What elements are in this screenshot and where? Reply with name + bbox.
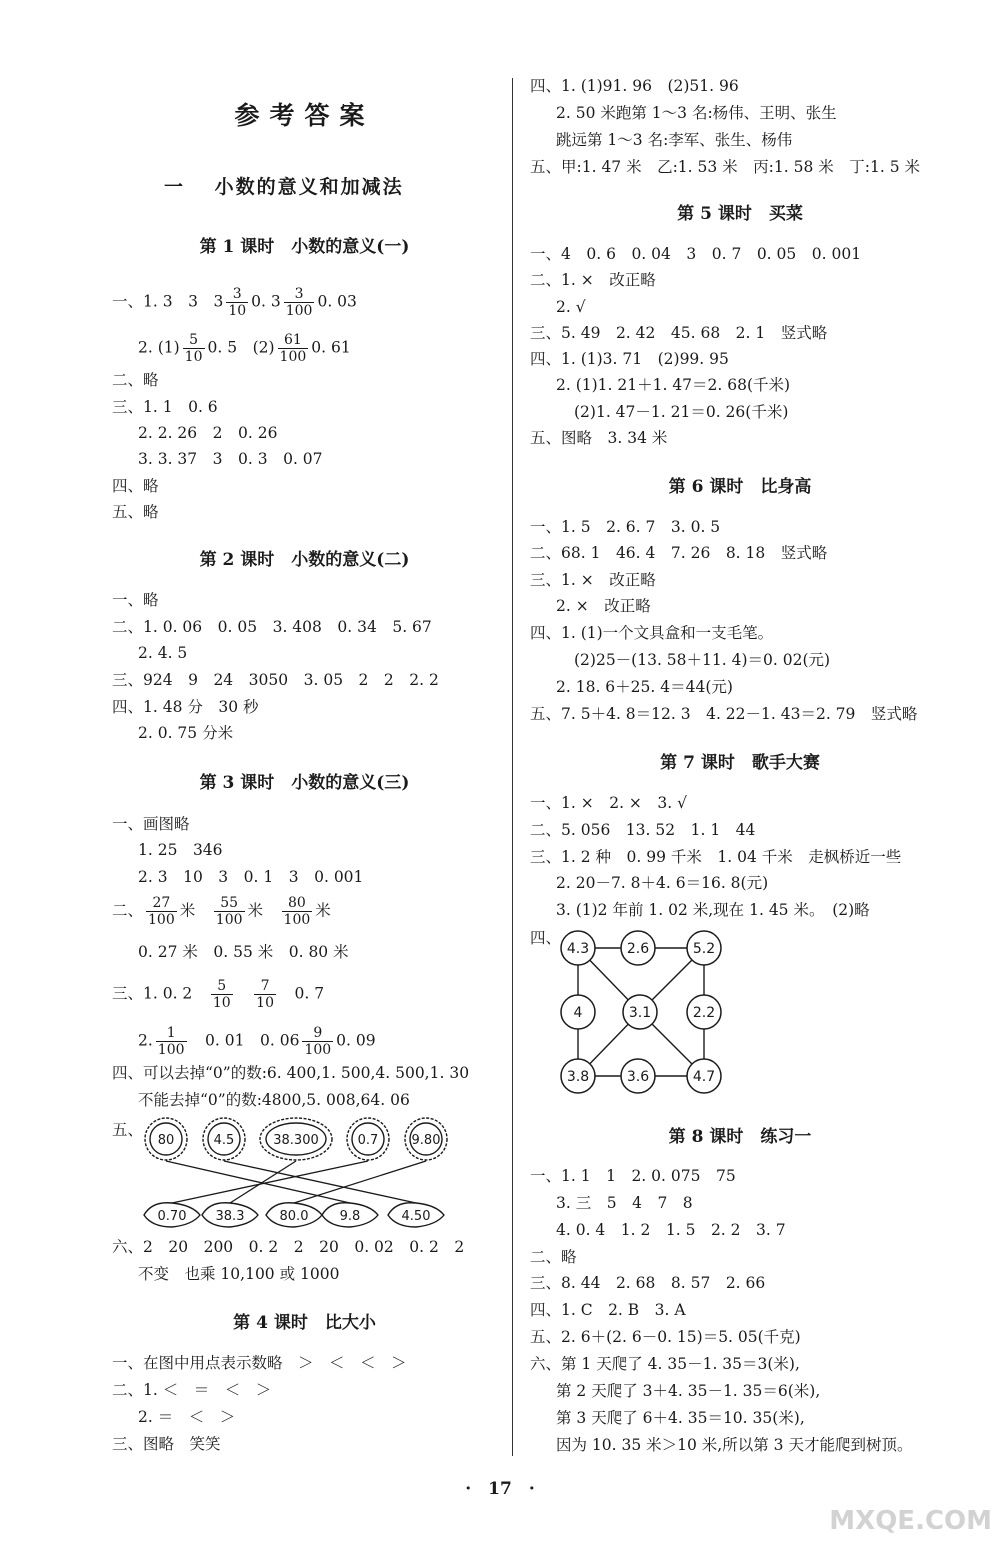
- top-node-label: 0.7: [357, 1133, 379, 1148]
- answer-line: 第 2 天爬了 3＋4. 35－1. 35＝6(米),: [556, 1382, 821, 1400]
- lesson-1-heading: 第 1 课时 小数的意义(一): [199, 237, 410, 257]
- answer-line: 一、1. 3 3 3 $\frac{3}{10}$ 0. 3 $\frac{3}{100}$ 0. 03: [112, 286, 357, 319]
- answer-line: 五、: [112, 1121, 144, 1139]
- chapter-heading: 一 小数的意义和加减法: [164, 176, 404, 198]
- answer-line: 不能去掉“0”的数:4800,5. 008,64. 06: [138, 1091, 410, 1109]
- answer-line: 一、略: [112, 591, 159, 609]
- lesson-3-heading: 第 3 课时 小数的意义(三): [199, 773, 410, 793]
- fraction: $\frac{9}{100}$: [304, 1025, 332, 1058]
- answer-line: 四、1. (1)91. 96 (2)51. 96: [530, 77, 739, 95]
- answer-line: 2. 4. 5: [138, 644, 188, 662]
- watermark: MXQE.COM: [829, 1506, 992, 1536]
- answer-line: 三、1. 0. 2 $\frac{5}{10}$ $\frac{7}{10}$ 0. 7: [112, 978, 325, 1011]
- answer-line: 二、1. ＜ ＝ ＜ ＞: [112, 1381, 272, 1399]
- grid-node-label: 4.3: [566, 941, 590, 957]
- answer-line: 二、1. × 改正略: [530, 271, 656, 289]
- answer-line: 五、略: [112, 503, 159, 521]
- fraction: $\frac{7}{10}$: [256, 978, 274, 1011]
- answer-line: 二、略: [112, 371, 159, 389]
- fraction: $\frac{5}{10}$: [184, 332, 203, 365]
- answer-line: 二、5. 056 13. 52 1. 1 44: [530, 821, 756, 839]
- answer-line: 三、1. 2 种 0. 99 千米 1. 04 千米 走枫桥近一些: [530, 848, 902, 866]
- answer-line: 2. √: [556, 298, 586, 316]
- grid-node-label: 3.8: [566, 1069, 590, 1085]
- answer-line: 2. × 改正略: [556, 597, 651, 615]
- answer-line: 四、: [530, 929, 562, 947]
- answer-line: 2. (1) $\frac{5}{10}$ 0. 5 (2) $\frac{61}{100}$ 0. 61: [138, 332, 351, 365]
- page-number: · 17 ·: [465, 1479, 535, 1499]
- fraction: $\frac{1}{100}$: [157, 1025, 185, 1058]
- lesson-8-heading: 第 8 课时 练习一: [668, 1127, 812, 1147]
- match-line: [172, 1161, 368, 1203]
- answer-line: 1. 25 346: [138, 841, 223, 859]
- answer-line: 因为 10. 35 米＞10 米,所以第 3 天才能爬到树顶。: [556, 1436, 913, 1454]
- answer-line: 四、1. C 2. B 3. A: [530, 1301, 686, 1319]
- page-title: 参考答案: [234, 101, 375, 130]
- bottom-node-label: 38.3: [215, 1209, 245, 1224]
- fraction: $\frac{5}{10}$: [212, 978, 231, 1011]
- answer-line: 2. 0. 75 分米: [138, 724, 234, 742]
- answer-line: 五、2. 6＋(2. 6－0. 15)＝5. 05(千克): [530, 1328, 801, 1346]
- answer-line: 三、1. × 改正略: [530, 571, 656, 589]
- answer-line: 四、1. (1)一个文具盒和一支毛笔。: [530, 624, 774, 642]
- answer-line: 四、1. 48 分 30 秒: [112, 698, 259, 716]
- answer-line: 一、画图略: [112, 815, 190, 833]
- lesson-5-heading: 第 5 课时 买菜: [677, 204, 803, 224]
- answer-line: 一、1. × 2. × 3. √: [530, 794, 687, 812]
- answer-line: 2. 50 米跑第 1～3 名:杨伟、王明、张生: [556, 104, 837, 122]
- fraction: $\frac{80}{100}$: [283, 895, 311, 928]
- answer-line: 0. 27 米 0. 55 米 0. 80 米: [138, 943, 349, 961]
- bottom-node-label: 80.0: [279, 1209, 309, 1224]
- bottom-node-label: 9.8: [339, 1209, 361, 1224]
- answer-line: 2. (1)1. 21＋1. 47＝2. 68(千米): [556, 376, 791, 394]
- grid-node-label: 4.7: [692, 1069, 716, 1085]
- answer-line: 3. (1)2 年前 1. 02 米,现在 1. 45 米。 (2)略: [556, 901, 870, 919]
- top-node-label: 9.80: [411, 1133, 441, 1148]
- answer-line: 四、1. (1)3. 71 (2)99. 95: [530, 350, 729, 368]
- grid-node-label: 5.2: [692, 941, 716, 957]
- answer-line: 三、图略 笑笑: [112, 1435, 221, 1453]
- answer-line: 二、略: [530, 1248, 577, 1266]
- answer-line: 3. 三 5 4 7 8: [556, 1194, 693, 1212]
- answer-line: 2. ＝ ＜ ＞: [138, 1408, 236, 1426]
- answer-line: 一、4 0. 6 0. 04 3 0. 7 0. 05 0. 001: [530, 245, 862, 263]
- answer-line: 不变 也乘 10,100 或 1000: [138, 1265, 340, 1283]
- answer-line: 二、68. 1 46. 4 7. 26 8. 18 竖式略: [530, 544, 828, 562]
- answer-line: 六、2 20 200 0. 2 2 20 0. 02 0. 2 2: [112, 1238, 465, 1256]
- fraction: $\frac{55}{100}$: [215, 895, 243, 928]
- answer-line: 2. 20－7. 8＋4. 6＝16. 8(元): [556, 874, 769, 892]
- answer-line: 第 3 天爬了 6＋4. 35＝10. 35(米),: [556, 1409, 805, 1427]
- answer-line: 五、7. 5＋4. 8＝12. 3 4. 22－1. 43＝2. 79 竖式略: [530, 705, 918, 723]
- answer-line: 2. 3 10 3 0. 1 3 0. 001: [138, 868, 364, 886]
- answer-line: 4. 0. 4 1. 2 1. 5 2. 2 3. 7: [556, 1221, 786, 1239]
- match-line: [294, 1161, 426, 1203]
- answer-line: 2. 2. 26 2 0. 26: [138, 424, 278, 442]
- column-divider: [512, 78, 513, 1456]
- answer-line: 四、略: [112, 477, 159, 495]
- answer-line: 三、8. 44 2. 68 8. 57 2. 66: [530, 1274, 766, 1292]
- answer-line: 四、可以去掉“0”的数:6. 400,1. 500,4. 500,1. 30: [112, 1064, 470, 1082]
- matching-diagram: [136, 1115, 466, 1233]
- fraction: $\frac{3}{100}$: [285, 286, 313, 319]
- lesson-6-heading: 第 6 课时 比身高: [668, 477, 812, 497]
- answer-line: 三、1. 1 0. 6: [112, 398, 218, 416]
- top-node-label: 4.5: [213, 1133, 235, 1148]
- top-node-label: 80: [157, 1133, 175, 1148]
- answer-line: 3. 3. 37 3 0. 3 0. 07: [138, 450, 323, 468]
- fraction: $\frac{61}{100}$: [279, 332, 307, 365]
- answer-line: (2)1. 47－1. 21＝0. 26(千米): [574, 403, 789, 421]
- answer-line: 二、 $\frac{27}{100}$ 米 $\frac{55}{100}$ 米 $\frac{80}{100}$ 米: [112, 895, 331, 928]
- answer-line: 三、924 9 24 3050 3. 05 2 2 2. 2: [112, 671, 439, 689]
- answer-line: 二、1. 0. 06 0. 05 3. 408 0. 34 5. 67: [112, 618, 432, 636]
- answer-line: 跳远第 1～3 名:李军、张生、杨伟: [556, 131, 793, 149]
- answer-line: 一、1. 1 1 2. 0. 075 75: [530, 1167, 736, 1185]
- top-node-label: 38.300: [273, 1133, 319, 1148]
- answer-line: 一、在图中用点表示数略 ＞ ＜ ＜ ＞: [112, 1354, 407, 1372]
- lesson-2-heading: 第 2 课时 小数的意义(二): [199, 550, 410, 570]
- answer-line: 五、甲:1. 47 米 乙:1. 53 米 丙:1. 58 米 丁:1. 5 米: [530, 158, 920, 176]
- answer-line: 一、1. 5 2. 6. 7 3. 0. 5: [530, 518, 721, 536]
- answer-line: 2. $\frac{1}{100}$ 0. 01 0. 06 $\frac{9}{100}$ 0. 09: [138, 1025, 376, 1058]
- grid-node-label: 3.6: [626, 1069, 650, 1085]
- answer-line: 2. 18. 6＋25. 4＝44(元): [556, 678, 733, 696]
- match-line: [230, 1161, 296, 1203]
- bottom-node-label: 4.50: [401, 1209, 431, 1224]
- grid-node-label: 2.6: [626, 941, 650, 957]
- number-grid-diagram: [552, 928, 752, 1098]
- fraction: $\frac{27}{100}$: [148, 895, 175, 928]
- lesson-7-heading: 第 7 课时 歌手大赛: [660, 753, 820, 773]
- grid-node-label: 2.2: [692, 1005, 716, 1021]
- grid-node-label: 4: [573, 1005, 583, 1021]
- fraction: $\frac{3}{10}$: [228, 286, 247, 319]
- answer-line: (2)25－(13. 58＋11. 4)＝0. 02(元): [574, 651, 831, 669]
- answer-line: 六、第 1 天爬了 4. 35－1. 35＝3(米),: [530, 1355, 800, 1373]
- answer-line: 五、图略 3. 34 米: [530, 429, 668, 447]
- grid-node-label: 3.1: [628, 1005, 652, 1021]
- answer-line: 三、5. 49 2. 42 45. 68 2. 1 竖式略: [530, 324, 828, 342]
- bottom-node-label: 0.70: [157, 1209, 187, 1224]
- lesson-4-heading: 第 4 课时 比大小: [233, 1313, 376, 1333]
